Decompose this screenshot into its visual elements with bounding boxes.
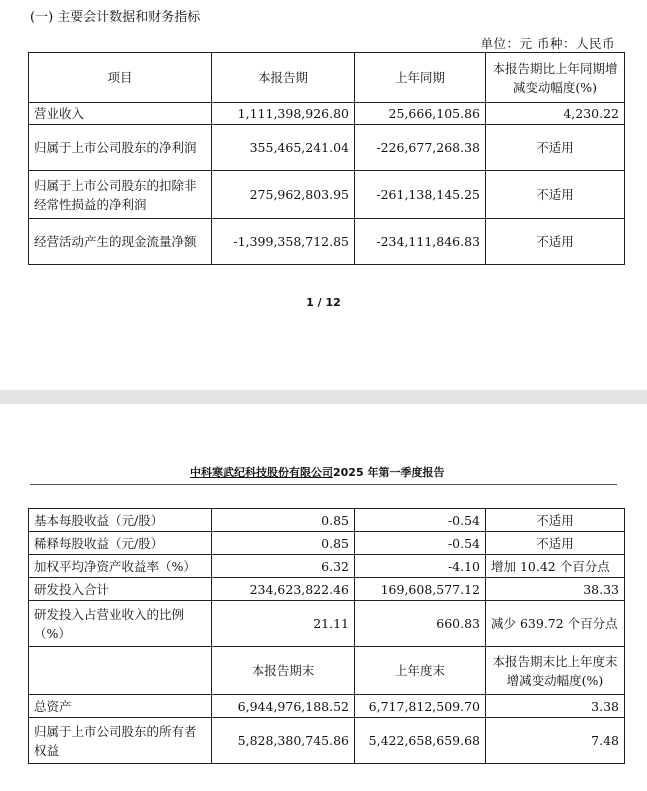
page-number: 1 / 12 [306,296,341,309]
row-prior: 169,608,577.12 [355,578,486,601]
section-title: (一) 主要会计数据和财务指标 [30,10,201,25]
row-prior: 25,666,105.86 [355,103,486,125]
row-current: 0.85 [212,532,355,555]
row-current: 21.11 [212,601,355,647]
row-change: 4,230.22 [486,103,625,125]
row-change: 不适用 [486,219,625,265]
row-current: 1,111,398,926.80 [212,103,355,125]
row-change: 38.33 [486,578,625,601]
report-page-1 [0,0,647,390]
subheader-blank [29,647,212,695]
table-row [29,219,625,265]
table-row [29,555,625,578]
header-item: 项目 [29,53,212,103]
row-prior: -226,677,268.38 [355,125,486,171]
row-current: 275,962,803.95 [212,171,355,219]
row-item: 归属于上市公司股东的所有者权益 [29,718,212,764]
row-current: 6.32 [212,555,355,578]
row-current: 0.85 [212,509,355,532]
table-row [29,578,625,601]
table-row [29,601,625,647]
table-row [29,718,625,764]
header-change-percent: 本报告期比上年同期增减变动幅度(%) [486,53,625,103]
table-row [29,171,625,219]
header-prior-period: 上年同期 [355,53,486,103]
row-change: 不适用 [486,532,625,555]
row-item: 归属于上市公司股东的扣除非经常性损益的净利润 [29,171,212,219]
row-item: 研发投入合计 [29,578,212,601]
key-financial-table [28,52,625,265]
row-item: 营业收入 [29,103,212,125]
table-row [29,695,625,718]
table-row [29,509,625,532]
row-change: 增加 10.42 个百分点 [486,555,625,578]
row-prior: -234,111,846.83 [355,219,486,265]
row-item: 总资产 [29,695,212,718]
row-item: 基本每股收益（元/股） [29,509,212,532]
header-rule [30,484,617,485]
table-row [29,103,625,125]
row-current: 234,623,822.46 [212,578,355,601]
unit-currency-line: 单位：元 币种：人民币 [480,36,615,51]
row-item: 稀释每股收益（元/股） [29,532,212,555]
row-current: -1,399,358,712.85 [212,219,355,265]
header-company: 中科寒武纪科技股份有限公司 [190,466,333,479]
table-subheader-row [29,647,625,695]
row-change: 减少 639.72 个百分点 [486,601,625,647]
row-current: 355,465,241.04 [212,125,355,171]
row-change: 3.38 [486,695,625,718]
row-item: 经营活动产生的现金流量净额 [29,219,212,265]
row-change: 7.48 [486,718,625,764]
row-prior: 660.83 [355,601,486,647]
header-change-percent: 本报告期末比上年度末增减变动幅度(%) [486,647,625,695]
header-period-end: 本报告期末 [212,647,355,695]
row-item: 加权平均净资产收益率（%） [29,555,212,578]
page-separator [0,390,647,404]
row-prior: -4.10 [355,555,486,578]
header-prior-year-end: 上年度末 [355,647,486,695]
row-current: 6,944,976,188.52 [212,695,355,718]
row-change: 不适用 [486,171,625,219]
table-header-row [29,53,625,103]
row-change: 不适用 [486,125,625,171]
row-current: 5,828,380,745.86 [212,718,355,764]
row-item: 归属于上市公司股东的净利润 [29,125,212,171]
table-row [29,532,625,555]
per-share-table [28,508,625,764]
row-item: 研发投入占营业收入的比例（%） [29,601,212,647]
row-prior: -261,138,145.25 [355,171,486,219]
header-current-period: 本报告期 [212,53,355,103]
row-prior: 6,717,812,509.70 [355,695,486,718]
table-row [29,125,625,171]
row-prior: 5,422,658,659.68 [355,718,486,764]
row-change: 不适用 [486,509,625,532]
row-prior: -0.54 [355,532,486,555]
report-page-2 [0,404,647,791]
row-prior: -0.54 [355,509,486,532]
running-header [190,464,444,480]
header-report: 2025 年第一季度报告 [333,466,445,479]
